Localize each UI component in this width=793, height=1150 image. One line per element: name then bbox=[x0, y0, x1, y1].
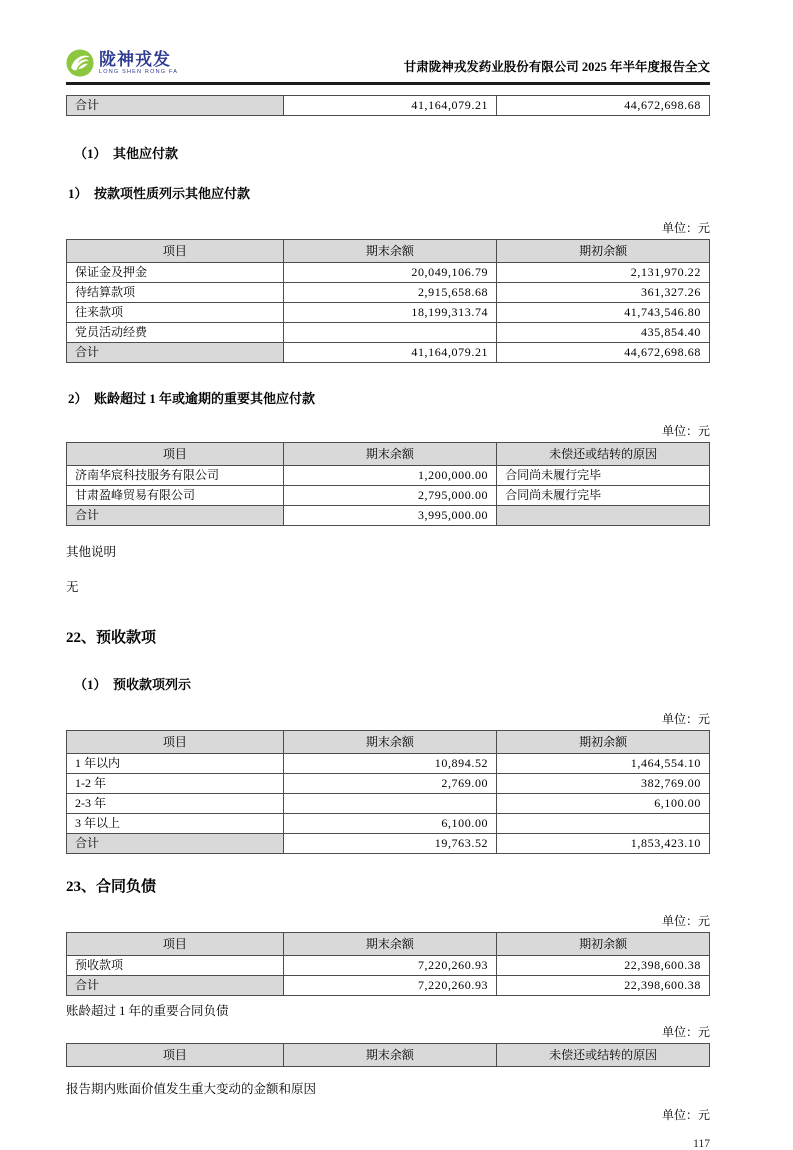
item-cell: 党员活动经费 bbox=[67, 323, 284, 343]
overdue-payables-table bbox=[66, 442, 710, 526]
amount-cell: 2,769.00 bbox=[283, 774, 496, 794]
header-ending-balance: 期末余额 bbox=[283, 443, 496, 466]
table-row bbox=[67, 754, 710, 774]
item-cell: 往来款项 bbox=[67, 303, 284, 323]
header-ending-balance: 期末余额 bbox=[283, 1044, 496, 1067]
header-item: 项目 bbox=[67, 240, 284, 263]
ending-balance-cell: 41,164,079.21 bbox=[283, 96, 496, 116]
unit-label: 单位：元 bbox=[661, 1108, 710, 1122]
table-row bbox=[67, 774, 710, 794]
page-number: 117 bbox=[693, 1138, 710, 1150]
other-payables-by-nature-table bbox=[66, 239, 710, 363]
item-cell: 待结算款项 bbox=[67, 283, 284, 303]
value-change-note: 报告期内账面价值发生重大变动的金额和原因 bbox=[66, 1082, 317, 1096]
item-cell: 1 年以内 bbox=[67, 754, 284, 774]
amount-cell: 18,199,313.74 bbox=[283, 303, 496, 323]
header-reason: 未偿还或结转的原因 bbox=[497, 1044, 710, 1067]
table-row bbox=[67, 794, 710, 814]
table-row bbox=[67, 814, 710, 834]
table-row-total bbox=[67, 976, 710, 996]
logo-cn-text: 陇神戎发 bbox=[99, 49, 171, 69]
reason-cell: 合同尚未履行完毕 bbox=[497, 486, 710, 506]
table-row bbox=[67, 466, 710, 486]
table-row-total bbox=[67, 96, 710, 116]
overdue-contract-liabilities-table bbox=[66, 1043, 710, 1067]
amount-cell: 382,769.00 bbox=[497, 774, 710, 794]
amount-cell bbox=[283, 794, 496, 814]
item-cell: 保证金及押金 bbox=[67, 263, 284, 283]
advances-received-table bbox=[66, 730, 710, 854]
amount-cell: 6,100.00 bbox=[497, 794, 710, 814]
amount-cell: 41,743,546.80 bbox=[497, 303, 710, 323]
item-cell: 济南华宸科技服务有限公司 bbox=[67, 466, 284, 486]
amount-cell: 41,164,079.21 bbox=[283, 343, 496, 363]
table-header-row bbox=[67, 933, 710, 956]
amount-cell: 1,853,423.10 bbox=[497, 834, 710, 854]
amount-cell: 7,220,260.93 bbox=[283, 956, 496, 976]
amount-cell: 2,131,970.22 bbox=[497, 263, 710, 283]
company-logo bbox=[66, 49, 178, 77]
unit-label: 单位：元 bbox=[661, 424, 710, 438]
total-label-cell: 合计 bbox=[67, 506, 284, 526]
reason-cell: 合同尚未履行完毕 bbox=[497, 466, 710, 486]
table-row-total bbox=[67, 506, 710, 526]
header-beginning-balance: 期初余额 bbox=[497, 240, 710, 263]
header-item: 项目 bbox=[67, 443, 284, 466]
amount-cell: 6,100.00 bbox=[283, 814, 496, 834]
amount-cell: 361,327.26 bbox=[497, 283, 710, 303]
unit-label: 单位：元 bbox=[661, 221, 710, 235]
contract-liabilities-table bbox=[66, 932, 710, 996]
amount-cell: 1,200,000.00 bbox=[283, 466, 496, 486]
unit-label: 单位：元 bbox=[661, 914, 710, 928]
total-label-cell: 合计 bbox=[67, 976, 284, 996]
contract-overdue-note: 账龄超过 1 年的重要合同负债 bbox=[66, 1004, 229, 1018]
table-header-row bbox=[67, 1044, 710, 1067]
table-header-row bbox=[67, 240, 710, 263]
header-ending-balance: 期末余额 bbox=[283, 240, 496, 263]
amount-cell: 22,398,600.38 bbox=[497, 976, 710, 996]
item-cell: 1-2 年 bbox=[67, 774, 284, 794]
amount-cell: 10,894.52 bbox=[283, 754, 496, 774]
item-cell: 2-3 年 bbox=[67, 794, 284, 814]
beginning-balance-cell: 44,672,698.68 bbox=[497, 96, 710, 116]
carryover-total-table bbox=[66, 95, 710, 116]
header-beginning-balance: 期初余额 bbox=[497, 731, 710, 754]
page-header bbox=[66, 48, 710, 85]
header-reason: 未偿还或结转的原因 bbox=[497, 443, 710, 466]
table-row bbox=[67, 956, 710, 976]
amount-cell: 7,220,260.93 bbox=[283, 976, 496, 996]
total-label-cell: 合计 bbox=[67, 834, 284, 854]
amount-cell: 20,049,106.79 bbox=[283, 263, 496, 283]
table-row bbox=[67, 263, 710, 283]
document-title: 甘肃陇神戎发药业股份有限公司 2025 年半年度报告全文 bbox=[403, 60, 710, 74]
table-row bbox=[67, 486, 710, 506]
amount-cell: 2,795,000.00 bbox=[283, 486, 496, 506]
amount-cell: 19,763.52 bbox=[283, 834, 496, 854]
item-cell: 甘肃盈峰贸易有限公司 bbox=[67, 486, 284, 506]
heading-advances-received: 22、预收款项 bbox=[66, 630, 157, 646]
total-label-cell: 合计 bbox=[67, 96, 284, 116]
heading-by-nature: 1） 按款项性质列示其他应付款 bbox=[68, 186, 251, 201]
table-header-row bbox=[67, 731, 710, 754]
heading-contract-liabilities: 23、合同负债 bbox=[66, 879, 157, 895]
company-logo-text bbox=[99, 51, 178, 76]
amount-cell: 435,854.40 bbox=[497, 323, 710, 343]
header-item: 项目 bbox=[67, 1044, 284, 1067]
amount-cell bbox=[283, 323, 496, 343]
table-row-total bbox=[67, 834, 710, 854]
heading-advances-list: （1） 预收款项列示 bbox=[74, 677, 192, 692]
amount-cell: 3,995,000.00 bbox=[283, 506, 496, 526]
other-note-value: 无 bbox=[66, 580, 79, 594]
header-beginning-balance: 期初余额 bbox=[497, 933, 710, 956]
table-row-total bbox=[67, 343, 710, 363]
item-cell: 预收款项 bbox=[67, 956, 284, 976]
table-row bbox=[67, 323, 710, 343]
unit-label: 单位：元 bbox=[661, 712, 710, 726]
logo-en-text: LONG SHEN RONG FA bbox=[99, 68, 179, 75]
table-row bbox=[67, 303, 710, 323]
amount-cell: 1,464,554.10 bbox=[497, 754, 710, 774]
amount-cell: 22,398,600.38 bbox=[497, 956, 710, 976]
table-row bbox=[67, 283, 710, 303]
amount-cell bbox=[497, 814, 710, 834]
heading-overdue-payables: 2） 账龄超过 1 年或逾期的重要其他应付款 bbox=[68, 391, 316, 406]
unit-label: 单位：元 bbox=[661, 1025, 710, 1039]
header-item: 项目 bbox=[67, 933, 284, 956]
amount-cell: 2,915,658.68 bbox=[283, 283, 496, 303]
header-ending-balance: 期末余额 bbox=[283, 731, 496, 754]
heading-other-payables: （1） 其他应付款 bbox=[74, 146, 179, 161]
table-header-row bbox=[67, 443, 710, 466]
amount-cell: 44,672,698.68 bbox=[497, 343, 710, 363]
reason-cell bbox=[497, 506, 710, 526]
other-note-label: 其他说明 bbox=[66, 545, 117, 559]
header-item: 项目 bbox=[67, 731, 284, 754]
total-label-cell: 合计 bbox=[67, 343, 284, 363]
header-ending-balance: 期末余额 bbox=[283, 933, 496, 956]
item-cell: 3 年以上 bbox=[67, 814, 284, 834]
company-logo-icon bbox=[66, 49, 94, 77]
